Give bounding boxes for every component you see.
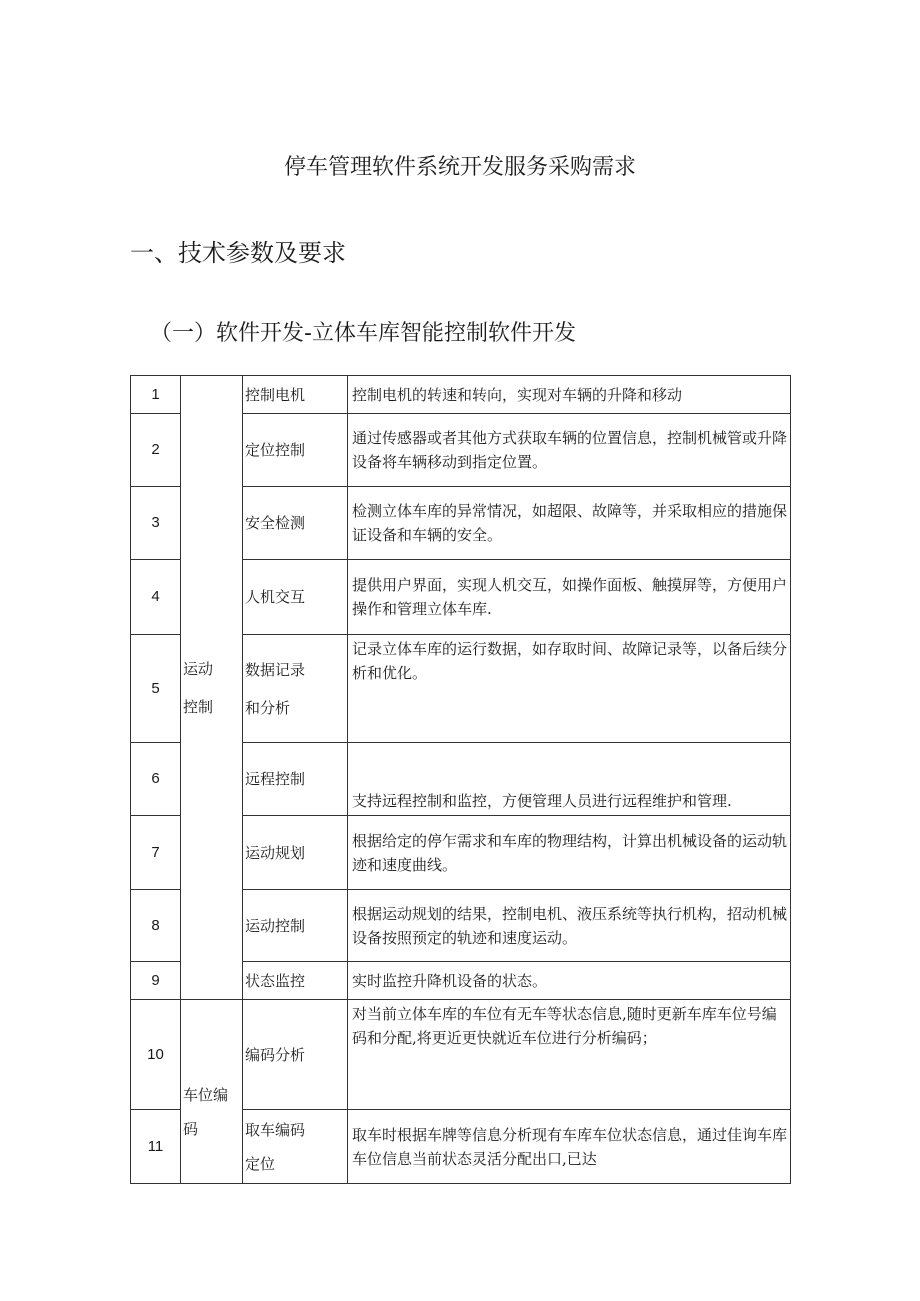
function-description: 根据给定的停乍需求和车库的物理结构，计算出机械设备的运动轨迹和速度曲线。 — [348, 816, 791, 890]
row-number: 7 — [131, 816, 181, 890]
function-description: 记录立体车库的运行数据，如存取时间、故障记录等，以备后续分析和优化。 — [348, 635, 791, 743]
function-name: 定位 — [245, 1154, 276, 1173]
function-description: 提供用户界面，实现人机交互，如操作面板、触摸屏等，方便用户操作和管理立体车库. — [348, 560, 791, 635]
subsection-heading: （一）软件开发-立体车库智能控制软件开发 — [150, 321, 576, 346]
function-name-cell — [243, 635, 348, 743]
row-number: 8 — [131, 890, 181, 962]
section-heading: 一、技术参数及要求 — [130, 239, 346, 267]
function-description: 控制电机的转速和转向，实现对车辆的升降和移动 — [348, 376, 791, 414]
function-name: 状态监控 — [243, 962, 348, 1000]
function-name-cell — [243, 1110, 348, 1184]
table-row — [131, 1000, 791, 1110]
function-name: 运动规划 — [243, 816, 348, 890]
function-name: 人机交互 — [243, 560, 348, 635]
row-number: 4 — [131, 560, 181, 635]
category-label: 运动 — [183, 659, 214, 678]
row-number: 5 — [131, 635, 181, 743]
category-label: 车位编 — [183, 1085, 229, 1104]
category-cell — [181, 376, 243, 1000]
function-description: 支持远程控制和监控，方便管理人员进行远程维护和管理. — [348, 743, 791, 816]
function-name: 数据记录 — [245, 660, 306, 679]
function-description: 检测立体车库的异常情况，如超限、故障等，并采取相应的措施保证设备和车辆的安全。 — [348, 487, 791, 560]
function-name: 控制电机 — [243, 376, 348, 414]
function-name: 定位控制 — [243, 414, 348, 487]
function-description: 根据运动规划的结果，控制电机、液压系统等执行机构，招动机械设备按照预定的轨迹和速度运动。 — [348, 890, 791, 962]
function-name: 运动控制 — [243, 890, 348, 962]
function-description: 实时监控升降机设备的状态。 — [348, 962, 791, 1000]
function-name: 取车编码 — [245, 1120, 306, 1139]
function-name: 安全检测 — [243, 487, 348, 560]
row-number: 11 — [131, 1110, 181, 1184]
category-cell — [181, 1000, 243, 1184]
document-title: 停车管理软件系统开发服务采购需求 — [283, 155, 636, 180]
function-description: 通过传感器或者其他方式获取车辆的位置信息，控制机械管或升降设备将车辆移动到指定位置。 — [348, 414, 791, 487]
function-name: 和分析 — [245, 698, 291, 717]
row-number: 3 — [131, 487, 181, 560]
category-label: 控制 — [183, 697, 214, 716]
function-description: 对当前立体车库的车位有无车等状态信息,随时更新车库车位号编码和分配,将更近更快就近车位进行分析编码； — [348, 1000, 791, 1110]
function-name: 编码分析 — [243, 1000, 348, 1110]
category-label: 码 — [183, 1119, 199, 1138]
function-description: 取车时根据车牌等信息分析现有车库车位状态信息，通过佳询车库车位信息当前状态灵活分配出口,已达 — [348, 1110, 791, 1184]
row-number: 9 — [131, 962, 181, 1000]
row-number: 2 — [131, 414, 181, 487]
requirements-table — [130, 375, 791, 1184]
function-name: 远程控制 — [243, 743, 348, 816]
row-number: 6 — [131, 743, 181, 816]
table-row — [131, 376, 791, 414]
row-number: 1 — [131, 376, 181, 414]
row-number: 10 — [131, 1000, 181, 1110]
